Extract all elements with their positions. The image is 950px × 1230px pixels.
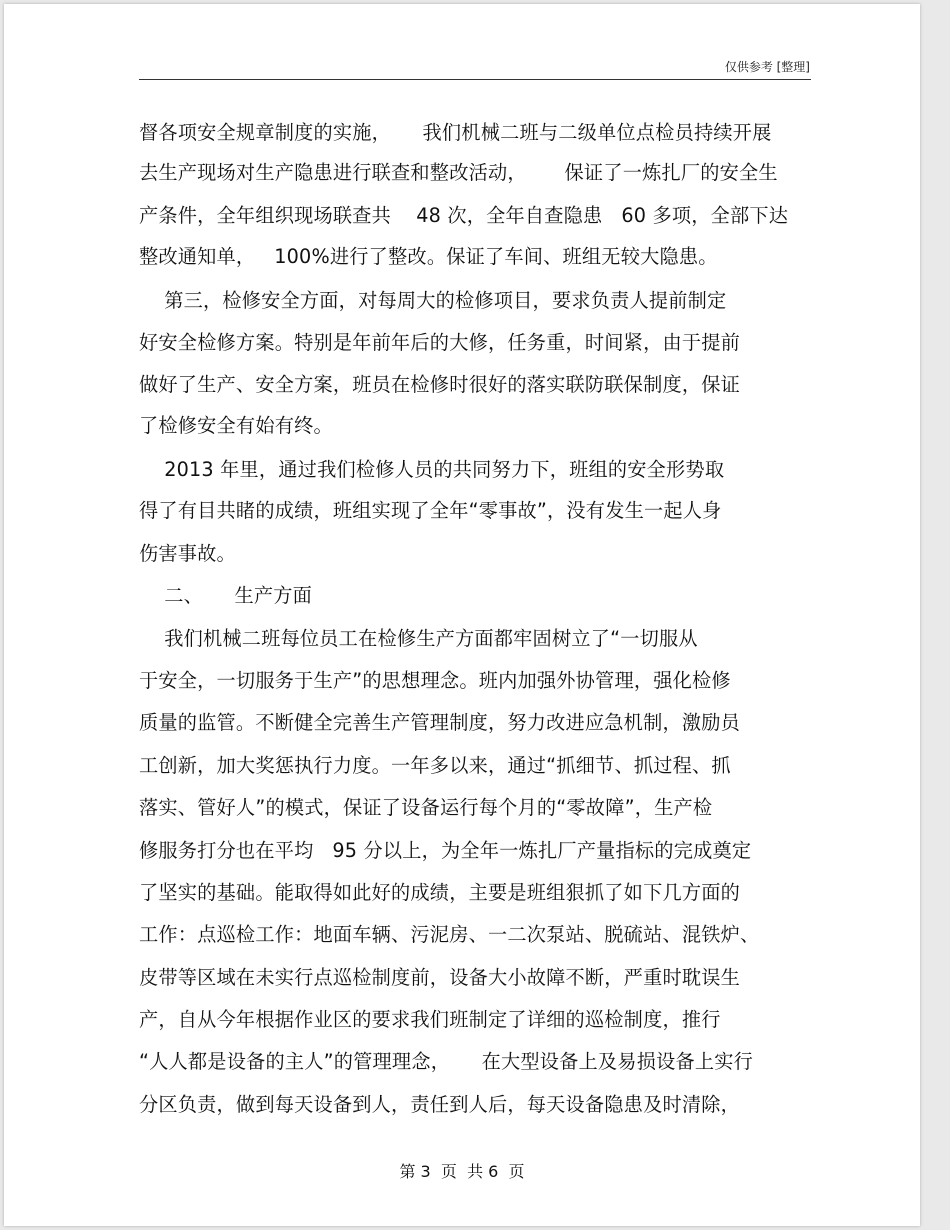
body-line: 了检修安全有始有终。 — [139, 414, 333, 437]
body-line: 分区负责，做到每天设备到人，责任到人后，每天设备隐患及时清除， — [139, 1093, 741, 1116]
body-line: 得了有目共睹的成绩，班组实现了全年“零事故”，没有发生一起人身 — [139, 499, 722, 522]
document-page — [4, 4, 920, 1226]
body-line: 了坚实的基础。能取得如此好的成绩，主要是班组狠抓了如下几方面的 — [139, 881, 741, 904]
body-line: 工创新，加大奖惩执行力度。一年多以来，通过“抓细节、抓过程、抓 — [139, 754, 731, 777]
section-heading: 二、 生产方面 — [139, 584, 313, 607]
body-line: 修服务打分也在平均 95 分以上，为全年一炼扎厂产量指标的完成奠定 — [139, 839, 752, 862]
header-divider — [139, 79, 811, 80]
body-line: 好安全检修方案。特别是年前年后的大修，任务重，时间紧，由于提前 — [139, 331, 741, 354]
body-line: 督各项安全规章制度的实施， 我们机械二班与二级单位点检员持续开展 — [139, 121, 772, 144]
body-line: 做好了生产、安全方案，班员在检修时很好的落实联防联保制度，保证 — [139, 373, 741, 396]
page-number: 第 3 页 共 6 页 — [399, 1162, 525, 1181]
body-line: 于安全，一切服务于生产”的思想理念。班内加强外协管理，强化检修 — [139, 669, 731, 692]
body-line: 整改通知单， 100%进行了整改。保证了车间、班组无较大隐患。 — [139, 245, 718, 268]
body-line: 2013 年里，通过我们检修人员的共同努力下，班组的安全形势取 — [139, 458, 725, 481]
body-line: “人人都是设备的主人”的管理理念， 在大型设备上及易损设备上实行 — [139, 1050, 754, 1073]
body-line: 产条件，全年组织现场联查共 48 次，全年自查隐患 60 多项，全部下达 — [139, 204, 789, 227]
body-line: 落实、管好人”的模式，保证了设备运行每个月的“零故障”，生产检 — [139, 796, 713, 819]
header-note: 仅供参考 [整理] — [724, 60, 810, 74]
body-line: 我们机械二班每位员工在检修生产方面都牢固树立了“一切服从 — [139, 627, 698, 650]
body-line: 伤害事故。 — [139, 542, 236, 565]
body-line: 第三，检修安全方面，对每周大的检修项目，要求负责人提前制定 — [139, 289, 727, 312]
body-line: 皮带等区域在未实行点巡检制度前，设备大小故障不断，严重时耽误生 — [139, 966, 741, 989]
body-line: 去生产现场对生产隐患进行联查和整改活动， 保证了一炼扎厂的安全生 — [139, 161, 778, 184]
body-line: 质量的监管。不断健全完善生产管理制度，努力改进应急机制，激励员 — [139, 711, 741, 734]
body-line: 产，自从今年根据作业区的要求我们班制定了详细的巡检制度，推行 — [139, 1008, 721, 1031]
body-line: 工作：点巡检工作：地面车辆、污泥房、一二次泵站、脱硫站、混铁炉、 — [139, 923, 760, 946]
